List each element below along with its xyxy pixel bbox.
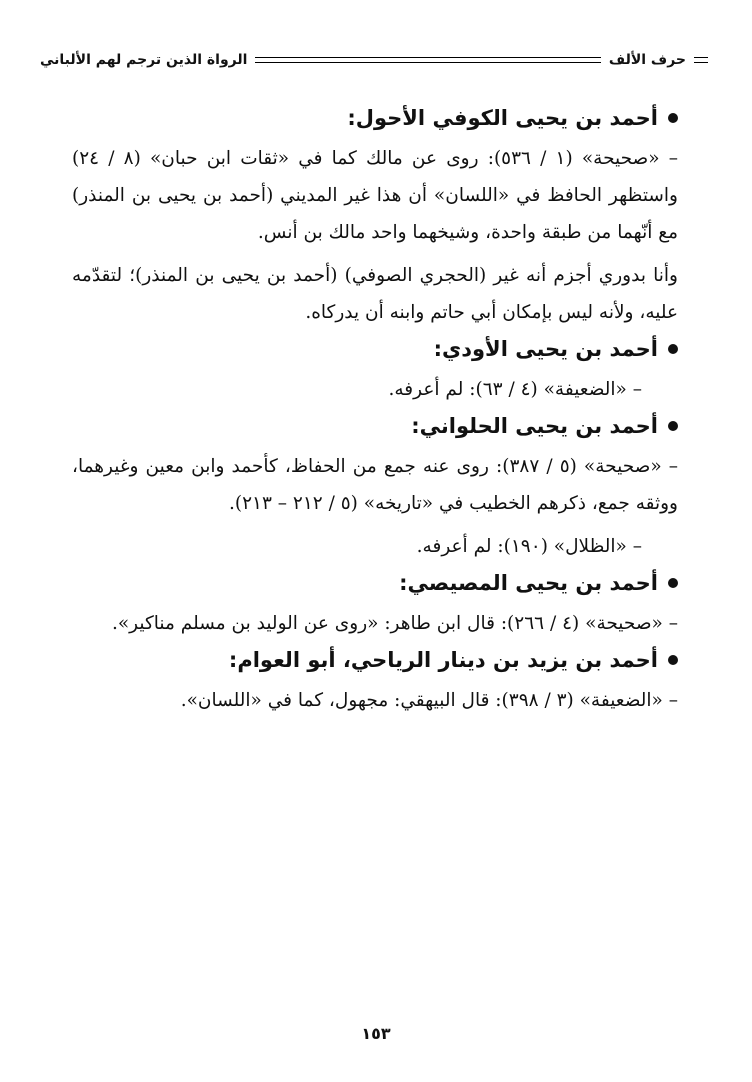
entry-title-text: أحمد بن يحيى الحلواني: bbox=[411, 414, 658, 438]
running-header bbox=[40, 40, 708, 80]
entry-paragraph: – «صحيحة» (٤ / ٢٦٦): قال ابن طاهر: «روى عن الوليد بن مسلم مناكير». bbox=[111, 613, 678, 634]
bullet-icon bbox=[668, 344, 678, 354]
entry-title bbox=[72, 337, 678, 361]
header-chapter: حرف الألف bbox=[608, 52, 686, 68]
entry-paragraph: – «صحيحة» (٥ / ٣٨٧): روى عنه جمع من الحفاظ، كأحمد وابن معين وغيرهما، ووثقه جمع، ذكرهم الخطيب في «تاريخه» (٥ / ٢١٢ – ٢١٣). bbox=[72, 456, 679, 514]
entry-title bbox=[72, 106, 678, 130]
entry-paragraph: – «الضعيفة» (٤ / ٦٣): لم أعرفه. bbox=[388, 379, 642, 400]
bullet-icon bbox=[668, 578, 678, 588]
entry-paragraph: وأنا بدوري أجزم أنه غير (الحجري الصوفي) (أحمد بن يحيى بن المنذر)؛ لتقدّمه عليه، ولأنه ليس بإمكان أبي حاتم وابنه أن يدركاه. bbox=[72, 265, 678, 323]
bullet-icon bbox=[668, 421, 678, 431]
bullet-icon bbox=[668, 113, 678, 123]
page-body bbox=[72, 100, 678, 725]
entry bbox=[72, 337, 678, 408]
entry-title-text: أحمد بن يحيى المصيصي: bbox=[399, 571, 658, 595]
page-number: ١٥٣ bbox=[361, 1024, 391, 1043]
bullet-icon bbox=[668, 655, 678, 665]
entry-title bbox=[72, 648, 678, 672]
header-section: الرواة الذين ترجم لهم الألباني bbox=[40, 52, 248, 68]
entry-title-text: أحمد بن يزيد بن دينار الرياحي، أبو العوام: bbox=[228, 648, 658, 672]
entry-title-text: أحمد بن يحيى الكوفي الأحول: bbox=[347, 106, 658, 130]
entry bbox=[72, 648, 678, 719]
header-rule bbox=[255, 57, 600, 63]
entry bbox=[72, 106, 678, 331]
entry bbox=[72, 414, 678, 565]
entry-title bbox=[72, 414, 678, 438]
entry-paragraph: – «الضعيفة» (٣ / ٣٩٨): قال البيهقي: مجهول، كما في «اللسان». bbox=[180, 690, 678, 711]
entry-paragraph: – «الظلال» (١٩٠): لم أعرفه. bbox=[416, 536, 642, 557]
entry-title-text: أحمد بن يحيى الأودي: bbox=[433, 337, 658, 361]
entry bbox=[72, 571, 678, 642]
header-rule bbox=[694, 57, 708, 63]
entry-paragraph: – «صحيحة» (١ / ٥٣٦): روى عن مالك كما في «ثقات ابن حبان» (٨ / ٢٤) واستظهر الحافظ في «اللسان» أن هذا غير المديني (أحمد بن يحيى بن المنذر) مع أنّهما من طبقة واحدة، وشيخهما واحد مالك بن أنس. bbox=[72, 148, 678, 243]
entry-title bbox=[72, 571, 678, 595]
